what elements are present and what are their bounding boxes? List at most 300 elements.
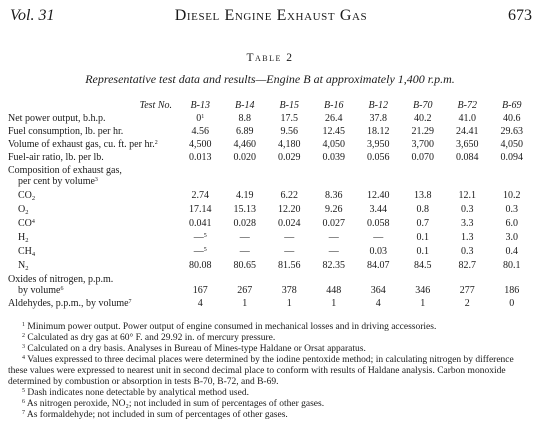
footnote-mark: 1 <box>201 114 205 120</box>
table-cell <box>356 296 401 309</box>
row-label-text: Composition of exhaust gas, <box>8 165 122 176</box>
table-cell <box>445 163 490 176</box>
table-cell <box>267 201 312 215</box>
footnote-number: 5 <box>22 388 25 394</box>
cell-value: 12.45 <box>322 126 345 137</box>
table-row <box>8 150 534 163</box>
cell-value: 3,700 <box>411 139 434 150</box>
table-cell <box>223 137 268 150</box>
table-cell <box>312 285 357 296</box>
table-cell <box>445 296 490 309</box>
cell-value: 12.40 <box>367 190 390 201</box>
table-cell <box>267 271 312 285</box>
cell-value: — <box>328 246 339 257</box>
footnote <box>8 355 534 388</box>
footnote-text: Calculated as dry gas at 60° F. and 29.92 in. of mercury pressure. <box>27 333 276 343</box>
cell-value: 4.19 <box>236 190 254 201</box>
table-cell <box>356 257 401 271</box>
table-cell <box>312 201 357 215</box>
cell-value: 12.1 <box>458 190 476 201</box>
cell-value: 1 <box>286 298 292 309</box>
row-label <box>8 229 178 243</box>
test-id: B-15 <box>279 100 299 111</box>
table-cell <box>356 271 401 285</box>
cell-value: 167 <box>192 285 208 296</box>
cell-value: 6.0 <box>505 218 518 229</box>
table-row <box>8 176 534 187</box>
column-header <box>401 96 446 111</box>
table-cell <box>490 187 535 201</box>
cell-value: — <box>284 232 295 243</box>
row-label <box>8 137 178 150</box>
table-cell <box>401 243 446 257</box>
cell-value: 0.058 <box>367 218 390 229</box>
cell-value: 4,050 <box>500 139 523 150</box>
cell-value: 1 <box>331 298 337 309</box>
cell-value: 0.3 <box>461 246 474 257</box>
gas-subscript: 4 <box>31 251 36 258</box>
table-header-row <box>8 96 534 111</box>
table-cell <box>356 111 401 124</box>
footnote-text: As nitrogen peroxide, NO₂; not included in sum of percentages of other gases. <box>26 399 325 409</box>
cell-value: 3.44 <box>369 204 387 215</box>
test-id: B-72 <box>457 100 477 111</box>
table-cell <box>223 243 268 257</box>
table-cell <box>356 187 401 201</box>
table-cell <box>445 285 490 296</box>
table-cell <box>445 215 490 229</box>
row-label <box>8 243 178 257</box>
footnote-text: Calculated on a dry basis. Analyses in Bureau of Mines-type Haldane or Orsat apparatus. <box>27 344 366 354</box>
table-cell <box>490 176 535 187</box>
table-cell <box>178 229 223 243</box>
table-row <box>8 201 534 215</box>
table-cell <box>445 243 490 257</box>
cell-value: 40.6 <box>503 113 521 124</box>
cell-value: 12.20 <box>278 204 301 215</box>
table-cell <box>490 271 535 285</box>
column-header <box>178 96 223 111</box>
table-cell <box>312 163 357 176</box>
footnote-mark: 5 <box>203 233 207 239</box>
cell-value: 277 <box>459 285 475 296</box>
cell-value: 9.56 <box>280 126 298 137</box>
test-id: B-70 <box>413 100 433 111</box>
gas-label: O <box>18 204 26 215</box>
table-cell <box>401 124 446 137</box>
row-label <box>8 257 178 271</box>
row-label <box>8 187 178 201</box>
table-cell <box>223 296 268 309</box>
cell-value: 21.29 <box>411 126 434 137</box>
table-cell <box>267 163 312 176</box>
gas-subscript: 2 <box>25 237 29 244</box>
cell-value: 4 <box>197 298 203 309</box>
cell-value: 84.07 <box>367 260 390 271</box>
table-row <box>8 296 534 309</box>
table-cell <box>445 176 490 187</box>
cell-value: 24.41 <box>456 126 479 137</box>
row-label <box>8 296 178 309</box>
table-cell <box>223 257 268 271</box>
table-cell <box>223 187 268 201</box>
footnote-mark: 7 <box>128 299 132 305</box>
cell-value: 0.03 <box>369 246 387 257</box>
cell-value: 4.56 <box>191 126 209 137</box>
cell-value: — <box>284 246 295 257</box>
column-header <box>490 96 535 111</box>
footnote <box>8 410 534 421</box>
cell-value: 0.4 <box>505 246 518 257</box>
table-cell <box>267 229 312 243</box>
cell-value: 2.74 <box>191 190 209 201</box>
cell-value: 0.7 <box>416 218 429 229</box>
cell-value: 80.1 <box>503 260 521 271</box>
table-cell <box>267 187 312 201</box>
cell-value: 29.63 <box>500 126 523 137</box>
cell-value: 4 <box>375 298 381 309</box>
table-cell <box>312 229 357 243</box>
table-cell <box>356 243 401 257</box>
cell-value: 0.094 <box>500 152 523 163</box>
row-label <box>8 201 178 215</box>
cell-value: — <box>239 246 250 257</box>
cell-value: 0.3 <box>505 204 518 215</box>
table-cell <box>445 201 490 215</box>
gas-label: H <box>18 232 26 243</box>
table-cell <box>490 285 535 296</box>
cell-value: 41.0 <box>458 113 476 124</box>
table-cell <box>312 124 357 137</box>
table-cell <box>267 124 312 137</box>
table-cell <box>445 271 490 285</box>
table-cell <box>356 176 401 187</box>
table-cell <box>178 271 223 285</box>
row-label-text: Net power output, b.h.p. <box>8 113 106 124</box>
cell-value: 0.084 <box>456 152 479 163</box>
table-cell <box>223 215 268 229</box>
column-header <box>312 96 357 111</box>
row-label <box>8 176 178 187</box>
cell-value: 0.028 <box>233 218 256 229</box>
cell-value: 8.36 <box>325 190 343 201</box>
table-cell <box>312 111 357 124</box>
footnote <box>8 388 534 399</box>
table-row <box>8 124 534 137</box>
table-cell <box>401 201 446 215</box>
test-id: B-16 <box>324 100 344 111</box>
cell-value: 1 <box>420 298 426 309</box>
cell-value: 80.08 <box>189 260 212 271</box>
gas-subscript: 2 <box>25 209 29 216</box>
row-label <box>8 285 178 296</box>
table-cell <box>178 137 223 150</box>
table-cell <box>223 201 268 215</box>
table-row <box>8 215 534 229</box>
cell-value: 267 <box>237 285 253 296</box>
footnotes <box>8 322 534 421</box>
gas-subscript: 2 <box>25 265 29 272</box>
running-title: Diesel Engine Exhaust Gas <box>174 7 368 24</box>
footnote-text: Minimum power output. Power output of engine consumed in mechanical losses and in driving accessories. <box>27 322 437 332</box>
table-cell <box>490 215 535 229</box>
cell-value: 4,050 <box>322 139 345 150</box>
volume-label: Vol. 31 <box>10 7 55 24</box>
table-cell <box>312 271 357 285</box>
table-row <box>8 137 534 150</box>
table-cell <box>312 215 357 229</box>
cell-value: 346 <box>415 285 431 296</box>
table-cell <box>312 176 357 187</box>
table-cell <box>401 176 446 187</box>
table-cell <box>401 137 446 150</box>
table-cell <box>267 243 312 257</box>
cell-value: 0.039 <box>322 152 345 163</box>
test-no-label: Test No. <box>139 100 172 111</box>
footnote-number: 2 <box>22 333 25 339</box>
table-cell <box>223 124 268 137</box>
gas-subscript: 2 <box>31 195 36 202</box>
cell-value: 0.8 <box>416 204 429 215</box>
cell-value: 364 <box>370 285 386 296</box>
footnote <box>8 344 534 355</box>
table-cell <box>401 111 446 124</box>
table-cell <box>401 257 446 271</box>
table-cell <box>178 150 223 163</box>
row-label-text: Aldehydes, p.p.m., by volume <box>8 298 129 309</box>
cell-value: 0.029 <box>278 152 301 163</box>
table-cell <box>445 150 490 163</box>
cell-value: 80.65 <box>233 260 256 271</box>
table-cell <box>401 229 446 243</box>
table-cell <box>401 215 446 229</box>
cell-value: 1.3 <box>461 232 474 243</box>
row-label <box>8 215 178 229</box>
cell-value: 9.26 <box>325 204 343 215</box>
cell-value: 4,180 <box>278 139 301 150</box>
footnote-text: Values expressed to three decimal places were determined by the iodine pentoxide method; in calculating nitrogen by difference these values were expressed to nearest unit in second decimal place to conform with results of Haldane analysis. Carbon monoxide determined by combustion or absorption in tests B-70, B-72, and B-69. <box>8 355 514 387</box>
cell-value: 17.5 <box>280 113 298 124</box>
table-cell <box>178 201 223 215</box>
gas-label: N <box>18 260 26 271</box>
cell-value: 0.020 <box>233 152 256 163</box>
footnote-number: 7 <box>22 410 25 416</box>
footnote-number: 6 <box>22 399 25 405</box>
test-id: B-14 <box>235 100 255 111</box>
column-header <box>445 96 490 111</box>
cell-value: 4,500 <box>189 139 212 150</box>
test-id: B-12 <box>368 100 388 111</box>
row-label <box>8 271 178 285</box>
table-row <box>8 285 534 296</box>
cell-value: 0.024 <box>278 218 301 229</box>
table-cell <box>223 285 268 296</box>
table-row <box>8 229 534 243</box>
cell-value: 15.13 <box>233 204 256 215</box>
footnote-mark: 6 <box>60 286 64 292</box>
cell-value: 3,650 <box>456 139 479 150</box>
table-cell <box>490 243 535 257</box>
cell-value: 6.22 <box>280 190 298 201</box>
row-label-text: Oxides of nitrogen, p.p.m. <box>8 274 114 285</box>
table-cell <box>490 296 535 309</box>
footnote-mark: 3 <box>94 177 98 183</box>
cell-value: 4,460 <box>233 139 256 150</box>
cell-value: — <box>193 246 204 257</box>
table-cell <box>267 285 312 296</box>
cell-value: 6.89 <box>236 126 254 137</box>
table-cell <box>312 187 357 201</box>
table-cell <box>445 137 490 150</box>
cell-value: 0.027 <box>322 218 345 229</box>
row-label <box>8 163 178 176</box>
column-header <box>223 96 268 111</box>
cell-value: 3,950 <box>367 139 390 150</box>
table-cell <box>267 296 312 309</box>
table-cell <box>223 111 268 124</box>
table-cell <box>490 150 535 163</box>
table-cell <box>401 285 446 296</box>
row-label-text: Volume of exhaust gas, cu. ft. per hr. <box>8 139 155 150</box>
table-cell <box>178 111 223 124</box>
table-cell <box>356 201 401 215</box>
table-row <box>8 243 534 257</box>
table-cell <box>356 163 401 176</box>
table-cell <box>490 137 535 150</box>
row-label <box>8 111 178 124</box>
cell-value: — <box>193 232 204 243</box>
table-cell <box>312 257 357 271</box>
cell-value: 1 <box>242 298 248 309</box>
gas-label: CO <box>18 218 32 229</box>
table-cell <box>445 257 490 271</box>
test-id: B-69 <box>502 100 522 111</box>
table-cell <box>267 137 312 150</box>
row-label-text: Fuel consumption, lb. per hr. <box>8 126 124 137</box>
table-cell <box>267 150 312 163</box>
cell-value: — <box>239 232 250 243</box>
table-cell <box>223 150 268 163</box>
cell-value: 82.7 <box>458 260 476 271</box>
cell-value: 3.3 <box>461 218 474 229</box>
table-cell <box>223 176 268 187</box>
table-cell <box>356 150 401 163</box>
table-cell <box>178 296 223 309</box>
table-cell <box>445 124 490 137</box>
table-cell <box>490 111 535 124</box>
table-cell <box>401 150 446 163</box>
table-cell <box>178 257 223 271</box>
table-body <box>8 96 534 309</box>
footnote-number: 1 <box>22 322 25 328</box>
cell-value: 18.12 <box>367 126 390 137</box>
cell-value: 82.35 <box>322 260 345 271</box>
page-header <box>10 7 532 29</box>
row-label <box>8 96 178 111</box>
footnote <box>8 333 534 344</box>
table-cell <box>401 163 446 176</box>
table-cell <box>178 215 223 229</box>
footnote-mark: 5 <box>203 247 207 253</box>
footnote-text: Dash indicates none detectable by analytical method used. <box>27 388 249 398</box>
table-cell <box>401 296 446 309</box>
cell-value: 0.070 <box>411 152 434 163</box>
cell-value: 40.2 <box>414 113 432 124</box>
table-cell <box>445 111 490 124</box>
cell-value: 8.8 <box>238 113 251 124</box>
cell-value: 37.8 <box>369 113 387 124</box>
row-label-text: Fuel-air ratio, lb. per lb. <box>8 152 104 163</box>
table-cell <box>356 215 401 229</box>
column-header <box>356 96 401 111</box>
cell-value: 186 <box>504 285 520 296</box>
row-label <box>8 150 178 163</box>
footnote-number: 3 <box>22 344 25 350</box>
table-title: Table 2 <box>246 52 294 64</box>
table-cell <box>490 124 535 137</box>
cell-value: 0.056 <box>367 152 390 163</box>
cell-value: 0 <box>509 298 515 309</box>
table-cell <box>267 215 312 229</box>
cell-value: — <box>328 232 339 243</box>
cell-value: 0.1 <box>416 232 429 243</box>
table-cell <box>312 137 357 150</box>
table-cell <box>490 229 535 243</box>
table-cell <box>267 176 312 187</box>
footnote-text: As formaldehyde; not included in sum of percentages of other gases. <box>26 410 288 420</box>
table-row <box>8 187 534 201</box>
table-cell <box>445 187 490 201</box>
table-cell <box>178 285 223 296</box>
gas-label: CO <box>18 190 32 201</box>
table-cell <box>223 163 268 176</box>
table-cell <box>267 257 312 271</box>
table-cell <box>490 201 535 215</box>
cell-value: 17.14 <box>189 204 212 215</box>
footnote-mark: 4 <box>31 219 35 225</box>
cell-value: — <box>373 232 384 243</box>
table-cell <box>356 124 401 137</box>
data-table <box>8 96 534 309</box>
table-cell <box>490 257 535 271</box>
table-cell <box>490 163 535 176</box>
table-cell <box>223 229 268 243</box>
cell-value: 448 <box>326 285 342 296</box>
table-cell <box>356 285 401 296</box>
row-label <box>8 124 178 137</box>
cell-value: 26.4 <box>325 113 343 124</box>
gas-label: CH <box>18 246 32 257</box>
table-cell <box>401 271 446 285</box>
cell-value: 10.2 <box>503 190 521 201</box>
table-cell <box>312 150 357 163</box>
table-cell <box>223 271 268 285</box>
cell-value: 378 <box>281 285 297 296</box>
test-id: B-13 <box>190 100 210 111</box>
row-label-text: by volume <box>18 285 61 296</box>
cell-value: 84.5 <box>414 260 432 271</box>
table-cell <box>178 124 223 137</box>
cell-value: 13.8 <box>414 190 432 201</box>
table-cell <box>445 229 490 243</box>
table-cell <box>356 137 401 150</box>
cell-value: 2 <box>464 298 470 309</box>
table-cell <box>401 187 446 201</box>
footnote <box>8 322 534 333</box>
cell-value: 0.3 <box>461 204 474 215</box>
row-label-text: per cent by volume <box>18 176 95 187</box>
cell-value: 81.56 <box>278 260 301 271</box>
